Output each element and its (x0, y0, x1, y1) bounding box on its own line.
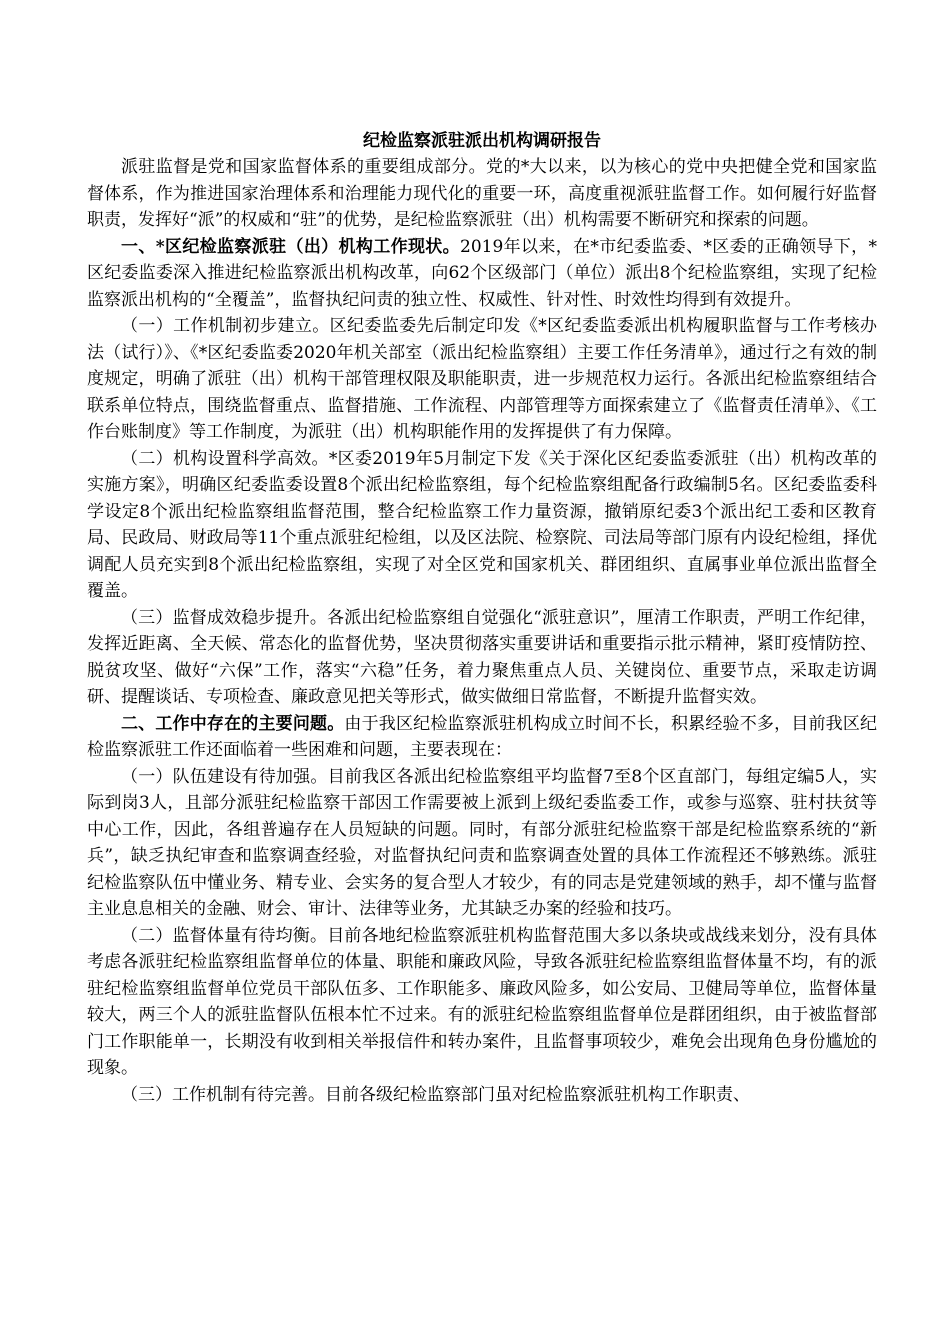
body-paragraph (87, 1082, 877, 1109)
body-paragraph (87, 764, 877, 923)
document-page (87, 128, 877, 1108)
paragraph-text: （一）队伍建设有待加强。目前我区各派出纪检监察组平均监督7至8个区直部门，每组定编5人，实际到岗3人，且部分派驻纪检监察干部因工作需要被上派到上级纪委监委工作，或参与巡察、驻村扶贫等中心工作，因此，各组普遍存在人员短缺的问题。同时，有部分派驻纪检监察干部是纪检监察系统的“新兵”，缺乏执纪审查和监察调查经验，对监督执纪问责和监察调查处置的具体工作流程还不够熟练。派驻纪检监察队伍中懂业务、精专业、会实务的复合型人才较少，有的同志是党建领域的熟手，却不懂与监督主业息息相关的金融、财会、审计、法律等业务，尤其缺乏办案的经验和技巧。 (87, 766, 877, 919)
document-title: 纪检监察派驻派出机构调研报告 (363, 131, 601, 151)
paragraph-text: 由于我区纪检监察派驻机构成立时间不长，积累经验不多，目前我区纪检监察派驻工作还面临着一些困难和问题，主要表现在： (87, 713, 878, 760)
body-paragraph (87, 313, 877, 446)
body-paragraph (87, 605, 877, 711)
paragraph-text: （三）工作机制有待完善。目前各级纪检监察部门虽对纪检监察派驻机构工作职责、 (121, 1084, 750, 1105)
paragraph-text: （三）监督成效稳步提升。各派出纪检监察组自觉强化“派驻意识”，厘清工作职责，严明工作纪律，发挥近距离、全天候、常态化的监督优势，坚决贯彻落实重要讲话和重要指示批示精神，紧盯疫情防控、脱贫攻坚、做好“六保”工作，落实“六稳”任务，着力聚焦重点人员、关键岗位、重要节点，采取走访调研、提醒谈话、专项检查、廉政意见把关等形式，做实做细日常监督，不断提升监督实效。 (87, 607, 877, 707)
paragraph-text: （一）工作机制初步建立。区纪委监委先后制定印发《*区纪委监委派出机构履职监督与工作考核办法（试行）》、《*区纪委监委2020年机关部室（派出纪检监察组）主要工作任务清单》，通过行之有效的制度规定，明确了派驻（出）机构干部管理权限及职能职责，进一步规范权力运行。各派出纪检监察组结合联系单位特点，围绕监督重点、监督措施、工作流程、内部管理等方面探索建立了《监督责任清单》、《工作台账制度》等工作制度，为派驻（出）机构职能作用的发挥提供了有力保障。 (87, 316, 877, 442)
body-paragraph (87, 711, 877, 764)
paragraph-text: 派驻监督是党和国家监督体系的重要组成部分。党的*大以来，以为核心的党中央把健全党和国家监督体系，作为推进国家治理体系和治理能力现代化的重要一环，高度重视派驻监督工作。如何履行好监督职责，发挥好“派”的权威和“驻”的优势，是纪检监察派驻（出）机构需要不断研究和探索的问题。 (87, 157, 877, 230)
body-paragraph (87, 446, 877, 605)
body-paragraph (87, 923, 877, 1082)
section-heading: 二、工作中存在的主要问题。 (121, 713, 345, 734)
body-paragraph (87, 154, 877, 234)
paragraph-text: （二）监督体量有待均衡。目前各地纪检监察派驻机构监督范围大多以条块或战线来划分，没有具体考虑各派驻纪检监察组监督单位的体量、职能和廉政风险，导致各派驻纪检监察组监督体量不均，有的派驻纪检监察组监督单位党员干部队伍多、工作职能多、廉政风险多，如公安局、卫健局等单位，监督体量较大，两三个人的派驻监督队伍根本忙不过来。有的派驻纪检监察组监督单位是群团组织，由于被监督部门工作职能单一，长期没有收到相关举报信件和转办案件，且监督事项较少，难免会出现角色身份尴尬的现象。 (87, 925, 877, 1078)
section-heading: 一、*区纪检监察派驻（出）机构工作现状。 (121, 236, 461, 257)
paragraph-text: （二）机构设置科学高效。*区委2019年5月制定下发《关于深化区纪委监委派驻（出）机构改革的实施方案》，明确区纪委监委设置8个派出纪检监察组，每个纪检监察组配备行政编制5名。区纪委监委科学设定8个派出纪检监察组监督范围，整合纪检监察工作力量资源，撤销原纪委3个派出纪工委和区教育局、民政局、财政局等11个重点派驻纪检组，以及区法院、检察院、司法局等部门原有内设纪检组，择优调配人员充实到8个派出纪检监察组，实现了对全区党和国家机关、群团组织、直属事业单位派出监督全覆盖。 (87, 448, 877, 601)
paragraph-text: 2019年以来，在*市纪委监委、*区委的正确领导下，*区纪委监委深入推进纪检监察派出机构改革，向62个区级部门（单位）派出8个纪检监察组，实现了纪检监察派出机构的“全覆盖”，监督执纪问责的独立性、权威性、针对性、时效性均得到有效提升。 (87, 236, 878, 310)
body-paragraph (87, 234, 877, 314)
document-body (87, 154, 877, 1108)
